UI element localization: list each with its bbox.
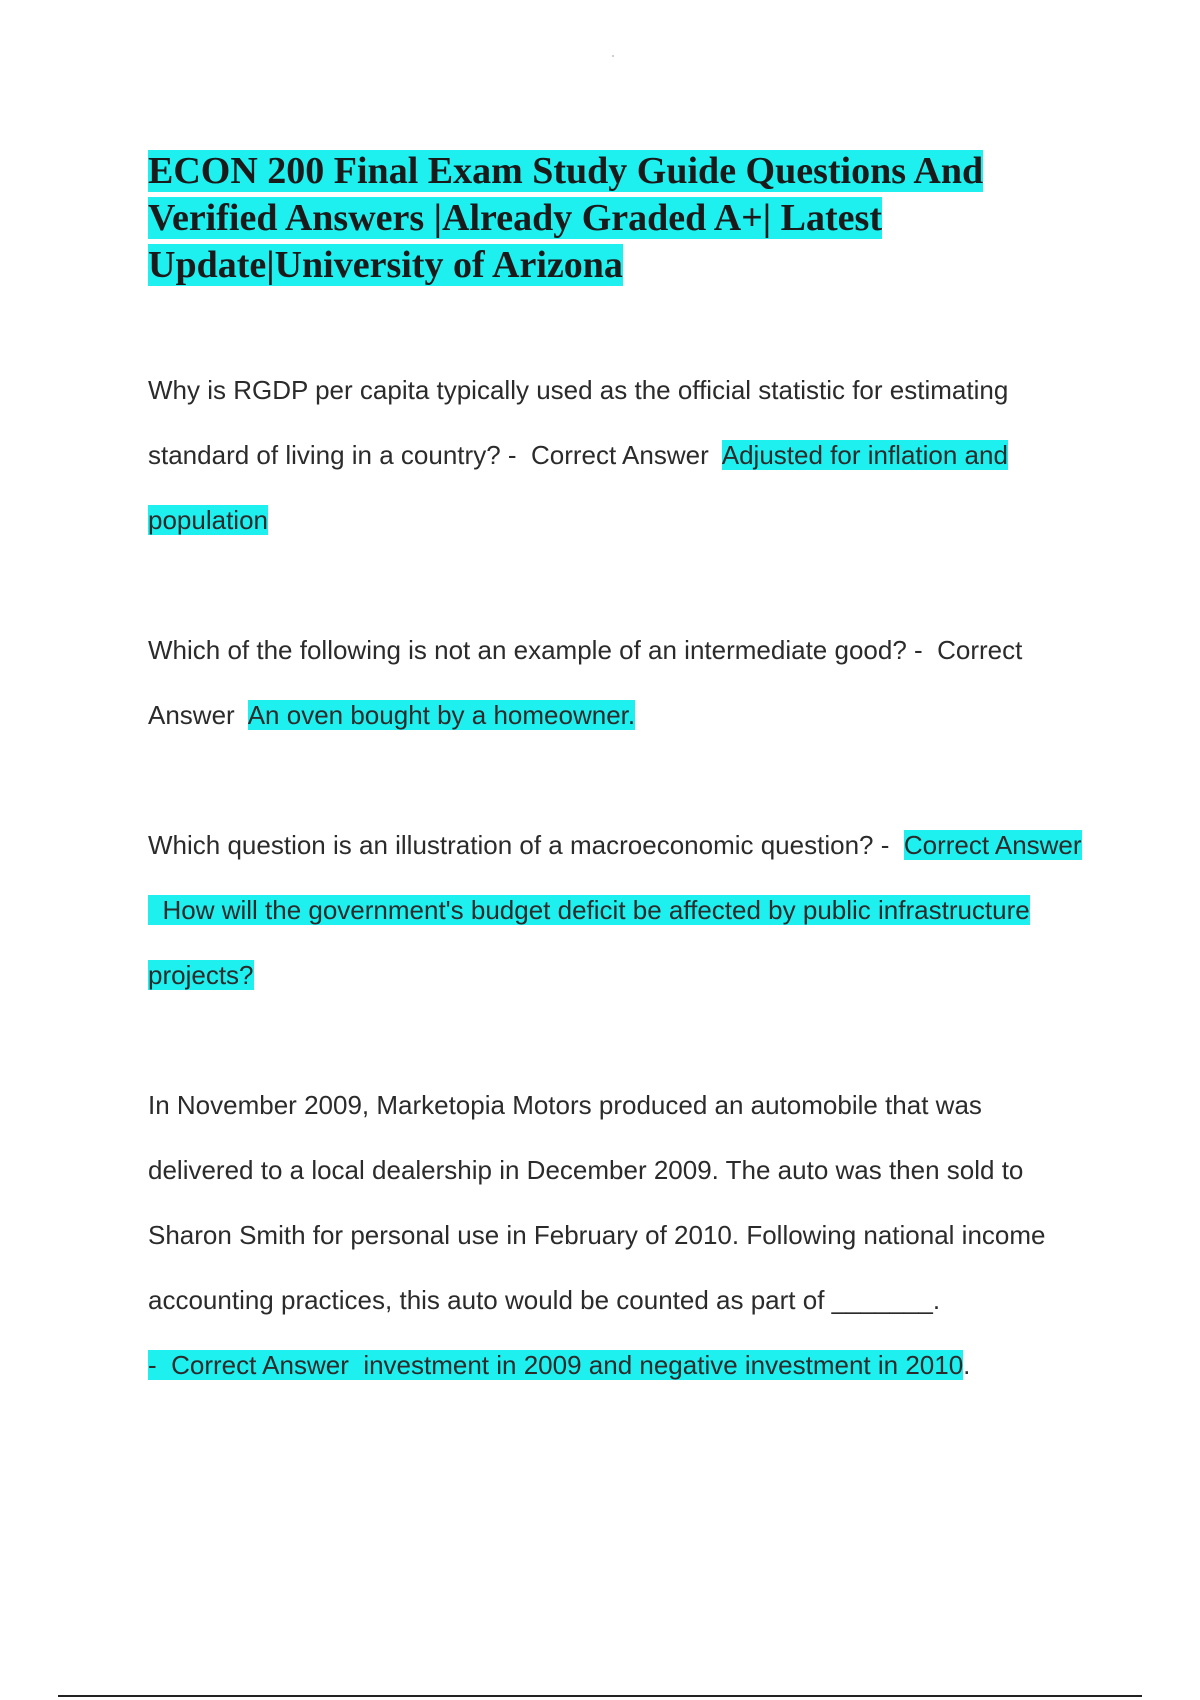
page-bottom-rule — [58, 1695, 1142, 1697]
title-highlight: ECON 200 Final Exam Study Guide Questions And Verified Answers |Already Graded A+| Latest Update|University of Arizona — [148, 150, 984, 286]
answer-label: Correct Answer — [148, 635, 1023, 730]
qa-item — [148, 1073, 1088, 1398]
answer-block — [148, 1350, 963, 1380]
qa-item — [148, 358, 1088, 553]
question-text: Which of the following is not an example of an intermediate good? - — [148, 635, 923, 665]
qa-item — [148, 813, 1088, 1008]
question-text: Which question is an illustration of a macroeconomic question? - — [148, 830, 890, 860]
answer-text: An oven bought by a homeowner. — [247, 700, 636, 730]
document-title — [148, 148, 1048, 289]
answer-prefix: - — [148, 1350, 157, 1380]
qa-item — [148, 618, 1088, 748]
answer-suffix: . — [963, 1350, 971, 1380]
answer-text: Adjusted for inflation and population — [148, 440, 1008, 535]
question-text: Why is RGDP per capita typically used as the official statistic for estimating standard of living in a country? - — [148, 375, 1009, 470]
answer-label: Correct Answer — [903, 830, 1082, 860]
question-text: In November 2009, Marketopia Motors produced an automobile that was delivered to a local dealership in December 2009. The auto was then sold to Sharon Smith for personal use in February of 2010. Following national income accounting practices, this auto would be counted as part of _______. — [148, 1090, 1046, 1315]
answer-label: Correct Answer — [171, 1350, 349, 1380]
answer-label: Correct Answer — [531, 440, 709, 470]
answer-text: How will the government's budget deficit be affected by public infrastructure projects? — [148, 895, 1030, 990]
decorative-dot — [612, 55, 614, 57]
answer-text: investment in 2009 and negative investment in 2010 — [363, 1350, 964, 1380]
